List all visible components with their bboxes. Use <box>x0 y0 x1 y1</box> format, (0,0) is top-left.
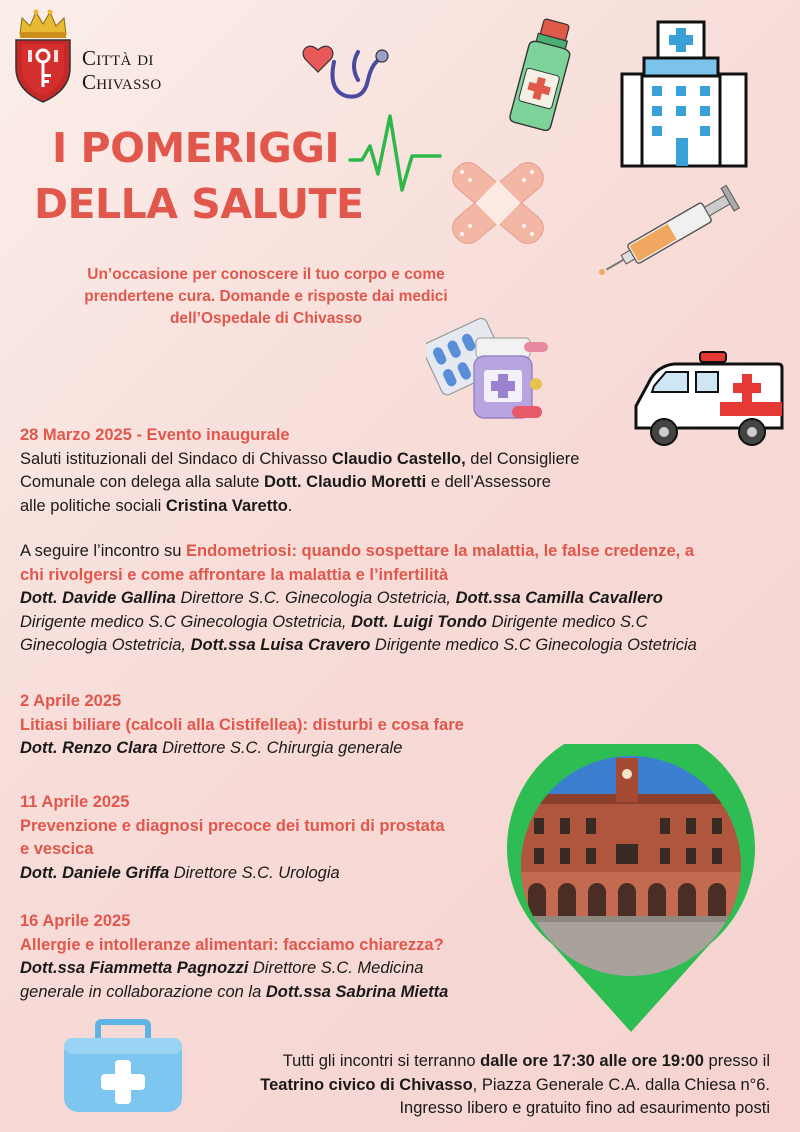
doctor-name: Dott. Luigi Tondo <box>351 612 487 631</box>
event-april-16 <box>20 910 510 1004</box>
syringe-icon <box>594 180 760 280</box>
doctor-name: Dott. Renzo Clara <box>20 739 158 757</box>
medicine-bottle-icon <box>500 14 586 134</box>
venue-name: Teatrino civico di Chivasso <box>260 1075 473 1094</box>
event-inaugural <box>20 424 680 518</box>
doctor-name: Dott. Davide Gallina <box>20 589 176 607</box>
subtitle-line2: prendertene cura. Domande e risposte dai medici <box>84 288 448 305</box>
endometriosis-line3 <box>20 587 790 611</box>
subtitle-line3: dell’Ospedale di Chivasso <box>169 310 363 327</box>
pills-icon <box>426 308 556 426</box>
text-span: Saluti istituzionali del Sindaco di Chivasso <box>20 449 332 468</box>
mayor-name: Claudio Castello, <box>331 449 466 468</box>
stethoscope-icon <box>298 40 390 110</box>
heartbeat-line-icon <box>348 110 442 196</box>
event-april-16-topic: Allergie e intolleranze alimentari: facciamo chiarezza? <box>20 935 444 954</box>
event-time: dalle ore 17:30 alle ore 19:00 <box>480 1052 704 1070</box>
location-pin-icon <box>500 744 762 1034</box>
event-inaugural-line3 <box>20 495 680 519</box>
doctor-name: Dott. Daniele Griffa <box>20 863 170 882</box>
doctor-name: Dott.ssa Luisa Cravero <box>190 636 371 654</box>
bandage-icon <box>442 150 554 256</box>
event-title-line1: I POMERIGGI <box>52 124 340 172</box>
text-span: presso il <box>703 1052 770 1070</box>
city-name-line1: Città di <box>82 46 154 70</box>
event-inaugural-heading: 28 Marzo 2025 - Evento inaugurale <box>20 426 290 444</box>
event-april-11-topic-line1: Prevenzione e diagnosi precoce dei tumori di prostata <box>20 816 445 835</box>
footer-info <box>190 1050 770 1121</box>
text-span: del Consigliere <box>465 449 580 468</box>
event-inaugural-line1 <box>20 448 680 472</box>
endometriosis-line5 <box>20 634 790 658</box>
doctor-role: Ginecologia Ostetricia, <box>20 636 191 654</box>
event-april-2 <box>20 690 580 761</box>
endometriosis-line2: chi rivolgersi e come affrontare la malattia e l’infertilità <box>20 565 449 584</box>
event-endometriosis <box>20 540 790 658</box>
event-april-16-speaker-line1 <box>20 957 510 981</box>
text-span: alle politiche sociali <box>20 496 166 515</box>
event-april-2-speaker <box>20 737 580 761</box>
event-april-11-speaker <box>20 862 500 886</box>
doctor-role: Direttore S.C. Chirurgia generale <box>157 739 403 757</box>
footer-line1 <box>190 1050 770 1074</box>
doctor-role: Direttore S.C. Medicina <box>248 959 424 977</box>
event-april-16-date: 16 Aprile 2025 <box>20 912 131 930</box>
doctor-role: Direttore S.C. Urologia <box>169 863 340 882</box>
endometriosis-line1 <box>20 540 790 564</box>
text-span: e dell’Assessore <box>426 473 551 491</box>
hospital-building-icon <box>618 20 750 170</box>
city-name-line2: Chivasso <box>82 70 162 94</box>
event-april-2-topic: Litiasi biliare (calcoli alla Cistifellea): disturbi e cosa fare <box>20 715 464 734</box>
text-span: Tutti gli incontri si terranno <box>282 1052 481 1070</box>
doctor-role: generale in collaborazione con la <box>20 982 266 1001</box>
event-inaugural-line2 <box>20 471 680 495</box>
endometriosis-topic: Endometriosi: quando sospettare la malattia, le false credenze, a <box>186 542 695 560</box>
event-title-line2: DELLA SALUTE <box>34 180 364 228</box>
doctor-role: Dirigente medico S.C <box>487 612 648 631</box>
event-april-11 <box>20 791 500 885</box>
first-aid-kit-icon <box>60 1018 186 1116</box>
text-span: A seguire l’incontro su <box>20 542 187 560</box>
event-april-11-topic-line2: e vescica <box>20 840 94 858</box>
doctor-role: Dirigente medico S.C Ginecologia Ostetricia, <box>20 612 352 631</box>
doctor-role: Direttore S.C. Ginecologia Ostetricia, <box>175 589 456 607</box>
doctor-role: Dirigente medico S.C Ginecologia Ostetricia <box>370 636 697 654</box>
footer-line2 <box>190 1074 770 1098</box>
text-span: Comunale con delega alla salute <box>20 473 264 491</box>
event-april-11-date: 11 Aprile 2025 <box>20 793 130 811</box>
doctor-name: Dott.ssa Fiammetta Pagnozzi <box>20 959 249 977</box>
endometriosis-line4 <box>20 611 790 635</box>
footer-line3: Ingresso libero e gratuito fino ad esaurimento posti <box>399 1099 770 1117</box>
city-name <box>82 46 161 94</box>
doctor-name: Dott.ssa Camilla Cavallero <box>455 589 663 607</box>
doctor-name: Dott.ssa Sabrina Mietta <box>265 982 449 1001</box>
councillor-name: Dott. Claudio Moretti <box>264 473 427 491</box>
text-span: . <box>287 496 293 515</box>
assessor-name: Cristina Varetto <box>165 496 288 515</box>
venue-address: , Piazza Generale C.A. dalla Chiesa n°6. <box>472 1075 770 1094</box>
event-april-2-date: 2 Aprile 2025 <box>20 692 122 710</box>
subtitle-line1: Un’occasione per conoscere il tuo corpo e come <box>87 266 445 283</box>
coat-of-arms-icon <box>10 6 76 104</box>
event-april-16-speaker-line2 <box>20 981 510 1005</box>
